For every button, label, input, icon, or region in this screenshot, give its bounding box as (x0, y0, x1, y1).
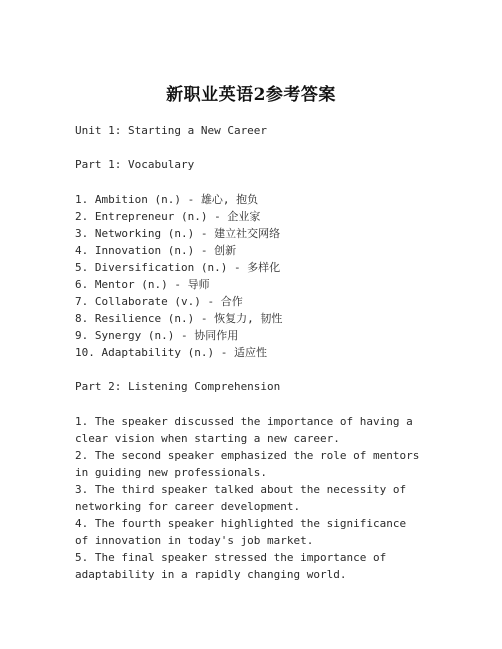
listening-item: 1. The speaker discussed the importance of having a clear vision when starting a new career. (75, 415, 413, 445)
vocab-item: 3. Networking (n.) - 建立社交网络 (75, 227, 281, 240)
listening-item: 4. The fourth speaker highlighted the significance of innovation in today's job market. (75, 517, 407, 547)
vocab-item: 8. Resilience (n.) - 恢复力, 韧性 (75, 312, 283, 325)
vocab-item: 1. Ambition (n.) - 雄心, 抱负 (75, 193, 259, 206)
vocab-item: 2. Entrepreneur (n.) - 企业家 (75, 210, 261, 223)
vocab-item: 6. Mentor (n.) - 导师 (75, 278, 210, 291)
unit-heading: Unit 1: Starting a New Career (75, 124, 268, 137)
listening-item: 3. The third speaker talked about the necessity of networking for career development. (75, 483, 407, 513)
listening-item: 5. The final speaker stressed the importance of adaptability in a rapidly changing world. (75, 551, 387, 581)
listening-item: 2. The second speaker emphasized the role of mentors in guiding new professionals. (75, 449, 420, 479)
part2-heading: Part 2: Listening Comprehension (75, 380, 281, 393)
document-title: 新职业英语2参考答案 (166, 85, 336, 105)
vocab-item: 4. Innovation (n.) - 创新 (75, 244, 237, 257)
part1-heading: Part 1: Vocabulary (75, 158, 195, 171)
vocab-item: 7. Collaborate (v.) - 合作 (75, 295, 243, 308)
vocab-item: 5. Diversification (n.) - 多样化 (75, 261, 281, 274)
vocab-item: 9. Synergy (n.) - 协同作用 (75, 329, 239, 342)
vocab-item: 10. Adaptability (n.) - 适应性 (75, 346, 267, 359)
